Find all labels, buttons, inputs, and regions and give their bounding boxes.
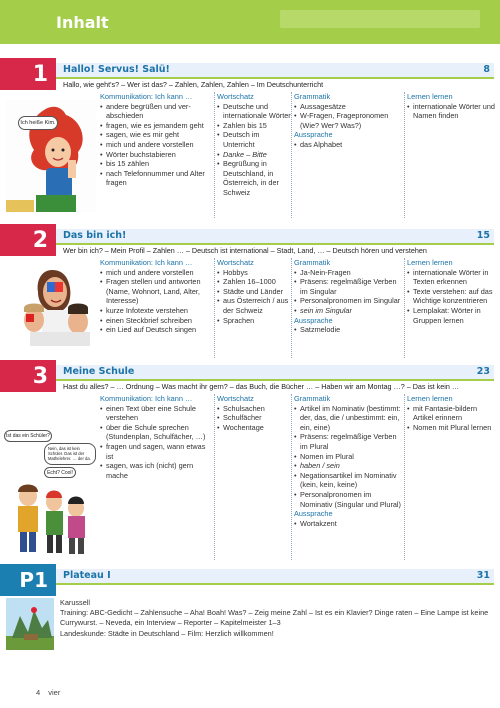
unit-2-illustration	[20, 262, 96, 346]
list-item: • bis 15 zählen	[100, 159, 212, 169]
column-header: Wortschatz	[217, 92, 254, 101]
list-item: • nach Telefonnummer und Alter fragen	[100, 169, 212, 188]
list-item: • Wochentage	[217, 423, 291, 433]
unit-3-subtitle: Hast du alles? – … Ordnung – Was macht ihr gern? – das Buch, die Bücher … – Haben wir am Montag …? – Das ist kein …	[63, 382, 460, 391]
page-number: 4	[36, 688, 41, 697]
list-item: • Begrüßung in Deutschland, in Österreich, in der Schweiz	[217, 159, 291, 197]
aussprache-header: Aussprache	[294, 130, 333, 140]
unit-1-speech-bubble: Ich heiße Kim.	[18, 116, 58, 130]
list-item: • Zahlen 16–1000	[217, 277, 291, 287]
list-item: • W-Fragen, Fragepronomen (Wie? Wer? Was?)	[294, 111, 402, 130]
page-word: vier	[48, 688, 61, 697]
unit-1-page[interactable]: 8	[483, 64, 490, 75]
plateau-illustration	[6, 598, 54, 650]
divider	[214, 258, 215, 358]
unit-3-wortschatz	[217, 394, 291, 432]
unit-2-lernen	[407, 258, 495, 325]
list-item: • Zahlen bis 15	[217, 121, 291, 131]
unit-1-title[interactable]: Hallo! Servus! Salü!	[63, 64, 170, 75]
unit-2-kommunikation	[100, 258, 212, 335]
list-item: • einen Text über eine Schule verstehen	[100, 404, 212, 423]
unit-1-grammatik	[294, 92, 402, 150]
column-header: Grammatik	[294, 394, 331, 403]
list-item: • Lernplakat: Wörter in Gruppen lernen	[407, 306, 495, 325]
column-header: Lernen lernen	[407, 394, 453, 403]
aussprache-header: Aussprache	[294, 509, 333, 519]
divider	[291, 258, 292, 358]
aussprache-header: Aussprache	[294, 315, 333, 325]
list-item: • internationale Wörter und Namen finden	[407, 102, 495, 121]
list-item: • Fragen stellen und antworten (Name, Wohnort, Land, Alter, Interesse)	[100, 277, 212, 306]
list-item: • sagen, was ich (nicht) gern mache	[100, 461, 212, 480]
plateau-title[interactable]: Plateau I	[63, 570, 111, 581]
column-header: Lernen lernen	[407, 258, 453, 267]
plateau-title-bar	[56, 569, 494, 583]
unit-3-speech-bubble-3: Echt? Cool!	[44, 467, 76, 478]
list-item: • Personalpronomen im Singular	[294, 296, 402, 306]
page-footer	[36, 688, 66, 697]
list-item: • Texte verstehen: auf das Wichtige konzentrieren	[407, 287, 495, 306]
plateau-content	[60, 598, 495, 639]
list-item: • Personalpronomen im Nominativ (Singular und Plural)	[294, 490, 402, 509]
unit-3-speech-bubble-1: Ist das ein Schüler?	[4, 430, 52, 442]
list-item: • Deutsch im Unterricht	[217, 130, 291, 149]
list-item: • mich und andere vorstellen	[100, 140, 212, 150]
list-item: • Deutsche und internationale Wörter	[217, 102, 291, 121]
unit-2-title[interactable]: Das bin ich!	[63, 230, 127, 241]
list-item: • Danke – Bitte	[217, 150, 291, 160]
column-header: Grammatik	[294, 92, 331, 101]
list-item: • sagen, wie es mir geht	[100, 130, 212, 140]
list-item: • internationale Wörter in Texten erkennen	[407, 268, 495, 287]
list-item: • das Alphabet	[294, 140, 402, 150]
unit-2-page[interactable]: 15	[476, 230, 490, 241]
divider	[214, 92, 215, 218]
column-header: Lernen lernen	[407, 92, 453, 101]
list-item: • Nomen im Plural	[294, 452, 402, 462]
unit-1-lernen	[407, 92, 495, 121]
unit-2-stripe	[56, 243, 494, 245]
list-item: • Sprachen	[217, 316, 291, 326]
list-item: • ein Lied auf Deutsch singen	[100, 325, 212, 335]
unit-3-speech-bubble-2: Nein, das ist kein Schüler. Das ist der Mathelehrer. … der da.	[44, 443, 96, 465]
unit-3-kommunikation	[100, 394, 212, 480]
list-item: • Negationsartikel im Nominativ (kein, kein, keine)	[294, 471, 402, 490]
unit-2-wortschatz	[217, 258, 291, 325]
unit-3-stripe	[56, 379, 494, 381]
list-item: • andere begrüßen und ver-abschieden	[100, 102, 212, 121]
page-title: Inhalt	[56, 13, 109, 32]
column-header: Wortschatz	[217, 394, 254, 403]
unit-3-lernen	[407, 394, 495, 432]
list-item: • Nomen mit Plural lernen	[407, 423, 495, 433]
plateau-page[interactable]: 31	[476, 570, 490, 581]
list-item: • fragen, wie es jemandem geht	[100, 121, 212, 131]
unit-2-subtitle: Wer bin ich? – Mein Profil – Zahlen … – Deutsch ist international – Stadt, Land, … – Deutsch hören und verstehen	[63, 246, 427, 255]
header-decoration	[280, 10, 480, 28]
list-item: • Ja-Nein-Fragen	[294, 268, 402, 278]
unit-2-grammatik	[294, 258, 402, 335]
list-item: • Aussagesätze	[294, 102, 402, 112]
divider	[404, 92, 405, 218]
unit-3-grammatik	[294, 394, 402, 528]
column-header: Kommunikation: Ich kann …	[100, 92, 193, 101]
column-header: Kommunikation: Ich kann …	[100, 258, 193, 267]
list-item: • aus Österreich / aus der Schweiz	[217, 296, 291, 315]
plateau-line: Training: ABC-Gedicht – Zahlensuche – Aha! Boah! Was? – Zeig meine Zahl – Ist es ein Klavier? Dinge raten – Eine Lampe ist keine Currywurst. – Neveda, ein Interview – Reporter – Kapitelmeister 1–3	[60, 608, 489, 628]
unit-1-subtitle: Hallo, wie geht's? – Wer ist das? – Zahlen, Zahlen, Zahlen – Im Deutschunterricht	[63, 80, 324, 89]
unit-1-stripe	[56, 77, 494, 79]
list-item: • Städte und Länder	[217, 287, 291, 297]
page-header	[0, 0, 500, 44]
list-item: • Wörter buchstabieren	[100, 150, 212, 160]
list-item: • sein im Singular	[294, 306, 402, 316]
plateau-line: Landeskunde: Städte in Deutschland – Film: Herzlich willkommen!	[60, 628, 274, 638]
plateau-stripe	[56, 583, 494, 585]
list-item: • fragen und sagen, wann etwas ist	[100, 442, 212, 461]
divider	[291, 92, 292, 218]
column-header: Grammatik	[294, 258, 331, 267]
divider	[291, 394, 292, 560]
list-item: • Präsens: regelmäßige Verben im Singular	[294, 277, 402, 296]
list-item: • Artikel im Nominativ (bestimmt: der, das, die / unbestimmt: ein, ein, eine)	[294, 404, 402, 433]
unit-1-number: 1	[0, 58, 56, 90]
list-item: • Präsens: regelmäßige Verben im Plural	[294, 432, 402, 451]
unit-1-wortschatz	[217, 92, 291, 198]
divider	[214, 394, 215, 560]
plateau-line: Karussell	[60, 598, 91, 607]
list-item: • über die Schule sprechen (Stundenplan, Schulfächer, …)	[100, 423, 212, 442]
list-item: • Hobbys	[217, 268, 291, 278]
list-item: • Schulsachen	[217, 404, 291, 414]
list-item: • Satzmelodie	[294, 325, 402, 335]
divider	[404, 394, 405, 560]
column-header: Wortschatz	[217, 258, 254, 267]
list-item: • mich und andere vorstellen	[100, 268, 212, 278]
list-item: • kurze Infotexte verstehen	[100, 306, 212, 316]
plateau-number: P1	[0, 564, 56, 596]
list-item: • mit Fantasie-bildern Artikel erinnern	[407, 404, 495, 423]
list-item: • einen Steckbrief schreiben	[100, 316, 212, 326]
column-header: Kommunikation: Ich kann …	[100, 394, 193, 403]
list-item: • haben / sein	[294, 461, 402, 471]
unit-3-page[interactable]: 23	[476, 366, 490, 377]
unit-1-kommunikation	[100, 92, 212, 188]
unit-2-number: 2	[0, 224, 56, 256]
divider	[404, 258, 405, 358]
list-item: • Schulfächer	[217, 413, 291, 423]
list-item: • Wortakzent	[294, 519, 402, 529]
unit-3-number: 3	[0, 360, 56, 392]
unit-3-title[interactable]: Meine Schule	[63, 366, 135, 377]
